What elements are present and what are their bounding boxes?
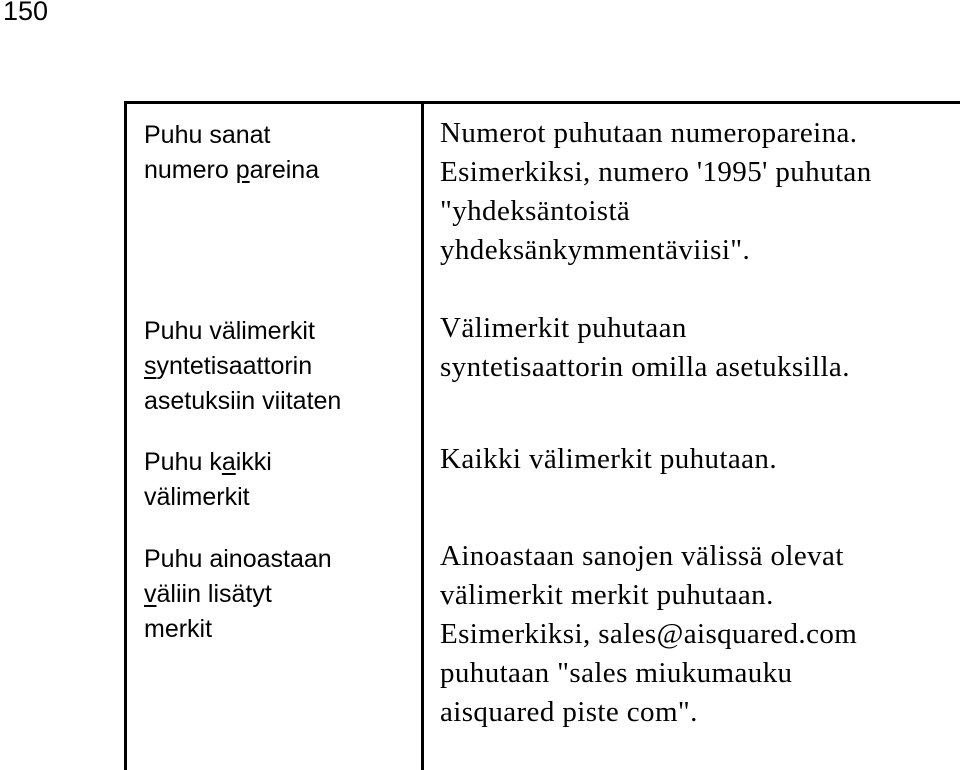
description-line: syntetisaattorin omilla asetuksilla. [440, 350, 850, 383]
option-text-line [144, 612, 421, 647]
option-text-line [144, 118, 421, 153]
description-line: aisquared piste com". [440, 695, 698, 728]
option-description-cell [423, 528, 960, 770]
option-text: ikki [235, 447, 272, 476]
option-name-cell [126, 528, 423, 770]
hotkey-letter: s [144, 351, 157, 380]
option-text-line [144, 384, 421, 419]
option-text: Puhu sanat [144, 121, 271, 149]
description-line: Esimerkiksi, sales@aisquared.com [440, 617, 858, 650]
option-name-cell [126, 103, 423, 300]
hotkey-letter: v [144, 579, 157, 608]
option-text-line [144, 542, 421, 577]
description-line: Välimerkit puhutaan [440, 311, 687, 344]
table-row [126, 431, 960, 528]
description-line: Kaikki välimerkit puhutaan. [440, 442, 777, 475]
option-text: äliin lisätyt [156, 579, 272, 608]
option-text-line [144, 480, 421, 515]
option-text: asetuksiin viitaten [144, 386, 342, 415]
option-text: Puhu välimerkit [144, 316, 315, 345]
option-text-line [144, 577, 421, 612]
option-text-line [144, 314, 421, 349]
option-text: areina [249, 156, 320, 184]
description-line: puhutaan "sales miukumauku [440, 656, 793, 689]
option-text: Puhu ainoastaan [144, 544, 332, 573]
description-line: yhdeksänkymmentäviisi". [440, 234, 751, 266]
table-row [126, 300, 960, 431]
option-description-cell [423, 103, 960, 300]
table-row [126, 528, 960, 770]
description-line: välimerkit merkit puhutaan. [440, 578, 774, 611]
hotkey-letter: p [235, 156, 250, 184]
option-text-line [144, 153, 421, 188]
description-line: "yhdeksäntoistä [440, 195, 631, 227]
description-line: Ainoastaan sanojen välissä olevat [440, 539, 844, 572]
option-text: merkit [144, 614, 213, 643]
option-text-line [144, 349, 421, 384]
option-name-cell [126, 300, 423, 431]
option-text: Puhu k [144, 447, 222, 476]
option-text: välimerkit [144, 482, 250, 511]
description-line: Numerot puhutaan numeropareina. [440, 117, 858, 149]
option-text-line [144, 445, 421, 480]
options-table [124, 101, 960, 770]
hotkey-letter: a [221, 447, 236, 476]
option-description-cell [423, 300, 960, 431]
option-text: numero [144, 156, 236, 184]
table-row [126, 103, 960, 300]
description-line: Esimerkiksi, numero '1995' puhutan [440, 156, 872, 188]
option-description-cell [423, 431, 960, 528]
option-name-cell [126, 431, 423, 528]
option-text: yntetisaattorin [156, 351, 313, 380]
page-number: 150 [3, 0, 49, 26]
